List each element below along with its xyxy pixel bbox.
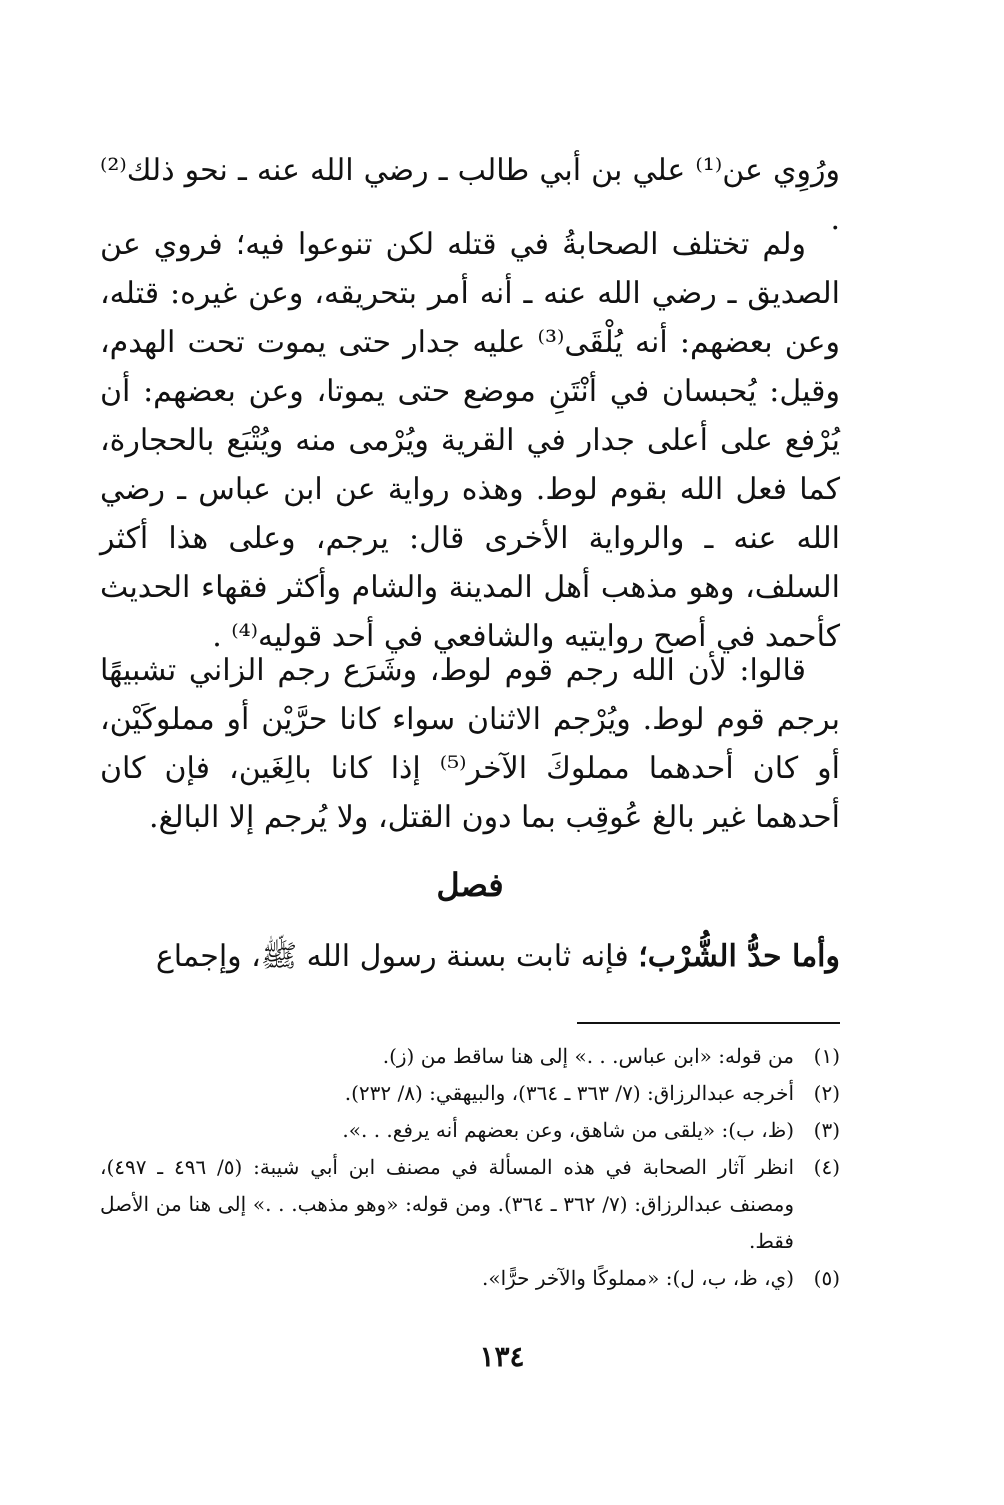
footnote-3 bbox=[100, 1112, 840, 1149]
footnote-text: انظر آثار الصحابة في هذه المسألة في مصنف ابن أبي شيبة: (٥/ ٤٩٦ ـ ٤٩٧)، ومصنف عبدالرزاق: (٧/ ٣٦٢ ـ ٣٦٤). ومن قوله: «وهو مذهب. . .» إلى هنا من الأصل فقط. bbox=[100, 1155, 795, 1253]
paragraph-1 bbox=[100, 220, 840, 661]
footnote-2 bbox=[100, 1075, 840, 1112]
footnote-divider bbox=[577, 1022, 840, 1024]
paragraph-1-text: ولم تختلف الصحابةُ في قتله لكن تنوعوا فيه؛ فروي عن الصديق ـ رضي الله عنه ـ أنه أمر بتحريقه، وعن غيره: قتله، وعن بعضهم: أنه يُلْقَى⁽³⁾ عليه جدار حتى يموت تحت الهدم، وقيل: يُحبسان في أنْتَنِ موضع حتى يموتا، وعن بعضهم: أن يُرْفع على أعلى جدار في القرية ويُرْمى منه ويُتْبَع بالحجارة، كما فعل الله بقوم لوط. وهذه رواية عن ابن عباس ـ رضي الله عنه ـ والرواية الأخرى قال: يرجم، وعلى هذا أكثر السلف، وهو مذهب أهل المدينة والشام وأكثر فقهاء الحديث كأحمد في أصح روايتيه والشافعي في أحد قوليه⁽⁴⁾ . bbox=[100, 227, 841, 654]
footnote-number: (٢) bbox=[813, 1081, 840, 1105]
paragraph-3-line bbox=[100, 932, 840, 981]
footnote-text: (ظ، ب): «يلقى من شاهق، وعن بعضهم أنه يرفع. . .». bbox=[342, 1118, 794, 1142]
footnote-number: (١) bbox=[813, 1044, 840, 1068]
footnote-text: (ي، ظ، ب، ل): «مملوكًا والآخر حرًّا». bbox=[481, 1266, 794, 1290]
footnote-5 bbox=[100, 1260, 840, 1297]
paragraph-3-rest: فإنه ثابت بسنة رسول الله ﷺ، وإجماع bbox=[155, 939, 639, 974]
page-number: ١٣٤ bbox=[479, 1340, 525, 1373]
intro-text: ورُوِي عن⁽¹⁾ علي بن أبي طالب ـ رضي الله عنه ـ نحو ذلك⁽²⁾ . bbox=[100, 153, 840, 237]
paragraph-3 bbox=[100, 932, 840, 981]
footnote-4 bbox=[100, 1149, 840, 1260]
footnote-text: أخرجه عبدالرزاق: (٧/ ٣٦٣ ـ ٣٦٤)، والبيهقي: (٨/ ٢٣٢). bbox=[344, 1081, 794, 1105]
footnote-text: من قوله: «ابن عباس. . .» إلى هنا ساقط من (ز). bbox=[382, 1044, 794, 1068]
footnotes bbox=[100, 1038, 840, 1297]
section-heading: فصل bbox=[436, 866, 504, 904]
paragraph-3-lead: وأما حدُّ الشُّرْب؛ bbox=[638, 939, 840, 974]
footnote-number: (٣) bbox=[813, 1118, 840, 1142]
paragraph-2 bbox=[100, 646, 840, 842]
footnote-1 bbox=[100, 1038, 840, 1075]
footnote-number: (٤) bbox=[813, 1155, 840, 1179]
footnote-number: (٥) bbox=[813, 1266, 840, 1290]
paragraph-2-text: قالوا: لأن الله رجم قوم لوط، وشَرَع رجم الزاني تشبيهًا برجم قوم لوط. ويُرْجم الاثنان سواء كانا حرَّيْن أو مملوكَيْن، أو كان أحدهما مملوكَ الآخر⁽⁵⁾ إذا كانا بالِغَين، فإن كان أحدهما غير بالغ عُوقِب بما دون القتل، ولا يُرجم إلا البالغ. bbox=[100, 653, 840, 835]
